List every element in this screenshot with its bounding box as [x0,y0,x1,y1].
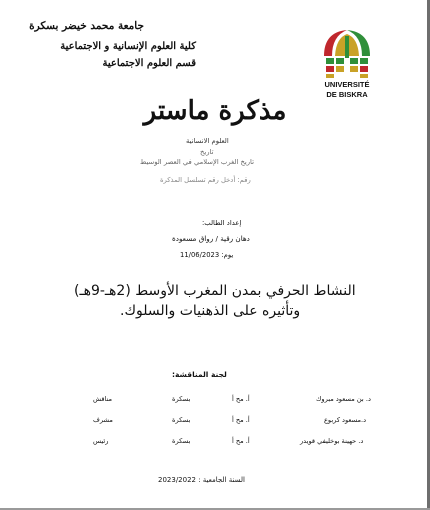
faculty-name: كلية العلوم الإنسانية و الاجتماعية [60,41,196,52]
memoir-title: مذكرة ماستر [143,96,287,126]
thesis-title-line1: النشاط الحرفي بمدن المغرب الأوسط (2هـ-9هـ) [74,283,356,299]
prepared-by-label: إعداد الطالب: [202,219,242,227]
thesis-title-line2: وتأثيره على الذهنيات والسلوك. [120,303,301,319]
academic-year: السنة الجامعية : 2023/2022 [158,476,245,484]
jury-member-grade: أ. مح أ [232,437,250,445]
university-name: جامعة محمد خيضر بسكرة [29,20,144,32]
jury-member-role: مشرف [93,416,113,424]
university-logo-icon [318,26,376,112]
jury-member-university: بسكرة [172,437,191,445]
student-names: دهان رقية / رواق مسعودة [172,234,250,243]
defense-date: يوم: 11/06/2023 [180,251,234,259]
jury-member-name: د. بن مسعود مبروك [316,395,371,403]
jury-member-name: د.مسعود كربوع [324,416,367,424]
memoir-field: تاريخ [200,148,214,156]
logo-text-biskra: DE BISKRA [326,90,368,99]
memoir-specialty: تاريخ الغرب الإسلامي في العصر الوسيط [140,158,255,166]
jury-member-university: بسكرة [172,395,191,403]
jury-member-grade: أ. مح أ [232,395,250,403]
jury-member-role: رئيس [93,437,109,445]
jury-member-university: بسكرة [172,416,191,424]
jury-member-grade: أ. مح أ [232,416,250,424]
jury-member-role: مناقش [93,395,113,403]
logo-text-universite: UNIVERSITÉ [324,80,370,89]
jury-member-name: د. حهينة بوخليفي قويدر [300,437,364,445]
jury-title: لجنة المناقشة: [172,370,227,379]
memoir-entry-number: رقم: أدخل رقم تسلسل المذكرة [160,176,251,184]
memoir-domain: العلوم الانسانية [186,137,229,145]
department-name: قسم العلوم الاجتماعية [102,58,196,69]
